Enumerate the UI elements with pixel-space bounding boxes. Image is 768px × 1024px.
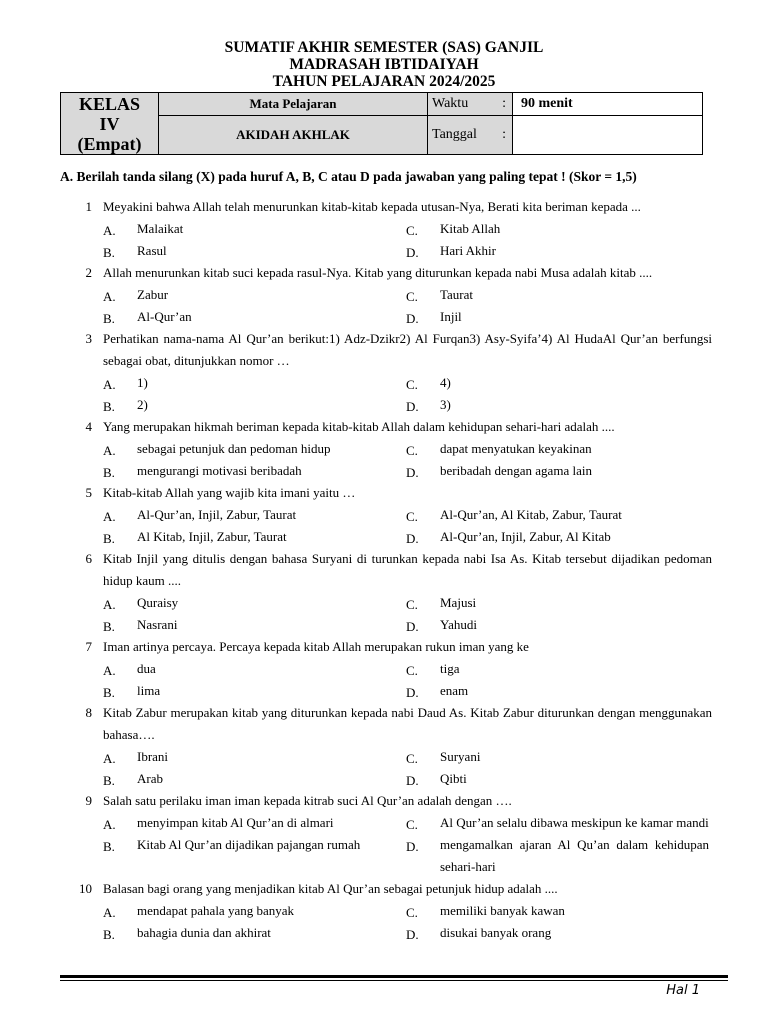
section-a-instruction: A. Berilah tanda silang (X) pada huruf A, B, C atau D pada jawaban yang paling tepat ! (Skor = 1,5) (60, 169, 637, 184)
option-letter: B. (103, 245, 115, 260)
class-label: KELAS (78, 93, 141, 114)
option-d[interactable] (406, 922, 709, 944)
option-text: Zabur (137, 287, 169, 302)
question-number: 5 (85, 485, 92, 500)
option-text: Arab (137, 771, 163, 786)
option-text: dapat menyatukan keyakinan (440, 441, 592, 456)
question-text: Kitab Injil yang ditulis dengan bahasa Suryani di turunkan kepada nabi Isa As. Kitab tersebut dijadikan pedoman hidup kaum .... (103, 551, 712, 588)
subject-label: Mata Pelajaran (159, 93, 428, 116)
option-letter: A. (103, 905, 116, 920)
option-letter: C. (406, 223, 418, 238)
question-text: Kitab Zabur merupakan kitab yang diturunkan kepada nabi Daud As. Kitab Zabur diturunkan dengan menggunakan bahasa…. (103, 705, 712, 742)
question-item (60, 878, 712, 944)
option-text: Majusi (440, 595, 477, 610)
option-letter: C. (406, 597, 418, 612)
header-year: TAHUN PELAJARAN 2024/2025 (272, 73, 496, 90)
option-letter: D. (406, 311, 419, 326)
option-b[interactable] (103, 460, 406, 482)
question-text: Iman artinya percaya. Percaya kepada kitab Allah merupakan rukun iman yang ke (103, 639, 529, 654)
option-c[interactable] (406, 372, 709, 394)
option-text: Quraisy (137, 595, 179, 610)
option-b[interactable] (103, 526, 406, 548)
option-text: 3) (440, 397, 451, 412)
option-text: 2) (137, 397, 148, 412)
question-item (60, 790, 712, 878)
question-item (60, 636, 712, 702)
question-text: Kitab-kitab Allah yang wajib kita imani yaitu … (103, 485, 356, 500)
option-letter: C. (406, 905, 418, 920)
class-number: IV (99, 113, 120, 134)
question-text: Balasan bagi orang yang menjadikan kitab Al Qur’an sebagai petunjuk hidup adalah .... (103, 881, 558, 896)
question-text: Salah satu perilaku iman iman kepada kitrab suci Al Qur’an adalah dengan …. (103, 793, 512, 808)
option-text: beribadah dengan agama lain (440, 463, 592, 478)
option-text: Malaikat (137, 221, 184, 236)
option-text: memiliki banyak kawan (440, 903, 565, 918)
option-letter: A. (103, 597, 116, 612)
option-d[interactable] (406, 460, 709, 482)
option-b[interactable] (103, 768, 406, 790)
option-letter: D. (406, 619, 419, 634)
option-text: disukai banyak orang (440, 925, 552, 940)
option-letter: B. (103, 685, 115, 700)
option-text: Rasul (137, 243, 167, 258)
question-number: 10 (79, 881, 92, 896)
option-letter: D. (406, 927, 419, 942)
option-letter: B. (103, 531, 115, 546)
option-c[interactable] (406, 658, 709, 680)
option-text: 1) (137, 375, 148, 390)
time-label: Waktu (432, 96, 469, 111)
option-b[interactable] (103, 240, 406, 262)
option-a[interactable] (103, 372, 406, 394)
option-letter: A. (103, 751, 116, 766)
option-c[interactable] (406, 592, 709, 614)
option-letter: B. (103, 311, 115, 326)
option-b[interactable] (103, 394, 406, 416)
question-list (60, 196, 712, 944)
option-a[interactable] (103, 592, 406, 614)
header-title: SUMATIF AKHIR SEMESTER (SAS) GANJIL (224, 39, 544, 56)
option-letter: A. (103, 817, 116, 832)
option-letter: C. (406, 377, 418, 392)
option-text: dua (137, 661, 156, 676)
option-b[interactable] (103, 834, 406, 878)
option-letter: A. (103, 377, 116, 392)
question-item (60, 702, 712, 790)
question-text: Yang merupakan hikmah beriman kepada kitab-kitab Allah dalam kehidupan sehari-hari adalah .... (103, 419, 615, 434)
option-text: 4) (440, 375, 451, 390)
option-text: sebagai petunjuk dan pedoman hidup (137, 441, 331, 456)
option-text: Al-Qur’an, Al Kitab, Zabur, Taurat (440, 507, 622, 522)
option-letter: D. (406, 399, 419, 414)
question-text: Allah menurunkan kitab suci kepada rasul-Nya. Kitab yang diturunkan kepada nabi Musa adalah kitab .... (103, 265, 653, 280)
option-letter: D. (406, 465, 419, 480)
question-number: 6 (85, 551, 92, 566)
option-text: Suryani (440, 749, 481, 764)
question-item (60, 262, 712, 328)
option-letter: D. (406, 773, 419, 788)
option-d[interactable] (406, 526, 709, 548)
option-letter: B. (103, 839, 115, 854)
option-text: Hari Akhir (440, 243, 496, 258)
question-item (60, 482, 712, 548)
option-text: Yahudi (440, 617, 477, 632)
time-colon: : (502, 96, 506, 111)
question-text: Meyakini bahwa Allah telah menurunkan kitab-kitab kepada utusan-Nya, Berati kita beriman kepada ... (103, 199, 641, 214)
option-b[interactable] (103, 922, 406, 944)
option-b[interactable] (103, 614, 406, 636)
option-d[interactable] (406, 834, 709, 878)
option-letter: B. (103, 927, 115, 942)
question-item (60, 548, 712, 636)
option-letter: A. (103, 663, 116, 678)
option-text: Al Qur’an selalu dibawa meskipun ke kamar mandi (440, 815, 709, 830)
option-a[interactable] (103, 812, 406, 834)
option-text: Al-Qur’an, Injil, Zabur, Taurat (137, 507, 297, 522)
option-letter: C. (406, 663, 418, 678)
option-text: Kitab Allah (440, 221, 501, 236)
option-c[interactable] (406, 438, 709, 460)
time-label-cell (428, 93, 513, 116)
option-d[interactable] (406, 614, 709, 636)
option-letter: B. (103, 465, 115, 480)
class-cell (61, 93, 159, 155)
option-text: Kitab Al Qur’an dijadikan pajangan rumah (137, 837, 361, 852)
question-number: 7 (85, 639, 92, 654)
option-a[interactable] (103, 438, 406, 460)
time-value: 90 menit (513, 93, 703, 116)
option-a[interactable] (103, 284, 406, 306)
question-number: 3 (85, 331, 92, 346)
option-text: mendapat pahala yang banyak (137, 903, 295, 918)
option-c[interactable] (406, 218, 709, 240)
option-c[interactable] (406, 812, 709, 834)
option-text: bahagia dunia dan akhirat (137, 925, 271, 940)
option-a[interactable] (103, 504, 406, 526)
option-a[interactable] (103, 746, 406, 768)
question-number: 9 (85, 793, 92, 808)
option-text: Al-Qur’an (137, 309, 192, 324)
header-school: MADRASAH IBTIDAIYAH (289, 56, 479, 73)
option-d[interactable] (406, 768, 709, 790)
date-value (513, 116, 703, 155)
option-text: Taurat (440, 287, 474, 302)
option-text: Al-Qur’an, Injil, Zabur, Al Kitab (440, 529, 611, 544)
option-letter: B. (103, 399, 115, 414)
option-a[interactable] (103, 218, 406, 240)
option-text: menyimpan kitab Al Qur’an di almari (137, 815, 334, 830)
option-text: Nasrani (137, 617, 178, 632)
class-name: (Empat) (77, 133, 142, 154)
option-letter: D. (406, 839, 419, 854)
date-label: Tanggal (432, 127, 477, 142)
question-item (60, 196, 712, 262)
subject-value: AKIDAH AKHLAK (159, 116, 428, 155)
option-c[interactable] (406, 746, 709, 768)
footer-divider-thin (60, 980, 728, 981)
option-letter: A. (103, 509, 116, 524)
option-text: Al Kitab, Injil, Zabur, Taurat (137, 529, 287, 544)
option-letter: C. (406, 751, 418, 766)
option-a[interactable] (103, 658, 406, 680)
info-table (60, 92, 703, 155)
option-letter: D. (406, 685, 419, 700)
option-letter: A. (103, 223, 116, 238)
option-d[interactable] (406, 394, 709, 416)
option-text: lima (137, 683, 161, 698)
option-letter: A. (103, 443, 116, 458)
option-c[interactable] (406, 900, 709, 922)
option-text: Injil (440, 309, 462, 324)
option-letter: B. (103, 773, 115, 788)
option-letter: D. (406, 245, 419, 260)
option-letter: C. (406, 509, 418, 524)
option-c[interactable] (406, 284, 709, 306)
question-number: 2 (85, 265, 92, 280)
option-text: mengamalkan ajaran Al Qu’an dalam kehidupan sehari-hari (440, 837, 709, 874)
option-d[interactable] (406, 680, 709, 702)
option-letter: A. (103, 289, 116, 304)
question-item (60, 328, 712, 416)
option-letter: C. (406, 817, 418, 832)
option-a[interactable] (103, 900, 406, 922)
question-item (60, 416, 712, 482)
question-text: Perhatikan nama-nama Al Qur’an berikut:1) Adz-Dzikr2) Al Furqan3) Asy-Syifa’4) Al HudaAl Qur’an berfungsi sebagai obat, ditunjukkan nomor … (103, 331, 712, 368)
option-text: mengurangi motivasi beribadah (137, 463, 302, 478)
option-text: Ibrani (137, 749, 169, 764)
question-number: 8 (85, 705, 92, 720)
option-text: enam (440, 683, 469, 698)
option-d[interactable] (406, 306, 709, 328)
date-label-cell (428, 116, 513, 155)
option-text: Qibti (440, 771, 467, 786)
date-colon: : (502, 127, 506, 142)
document-header (0, 39, 768, 90)
option-text: tiga (440, 661, 460, 676)
footer-divider (60, 975, 728, 978)
option-b[interactable] (103, 680, 406, 702)
option-d[interactable] (406, 240, 709, 262)
option-letter: D. (406, 531, 419, 546)
option-c[interactable] (406, 504, 709, 526)
option-letter: C. (406, 443, 418, 458)
option-letter: B. (103, 619, 115, 634)
question-number: 4 (85, 419, 92, 434)
page-number: Hal 1 (666, 983, 700, 998)
question-number: 1 (85, 199, 92, 214)
option-letter: C. (406, 289, 418, 304)
option-b[interactable] (103, 306, 406, 328)
